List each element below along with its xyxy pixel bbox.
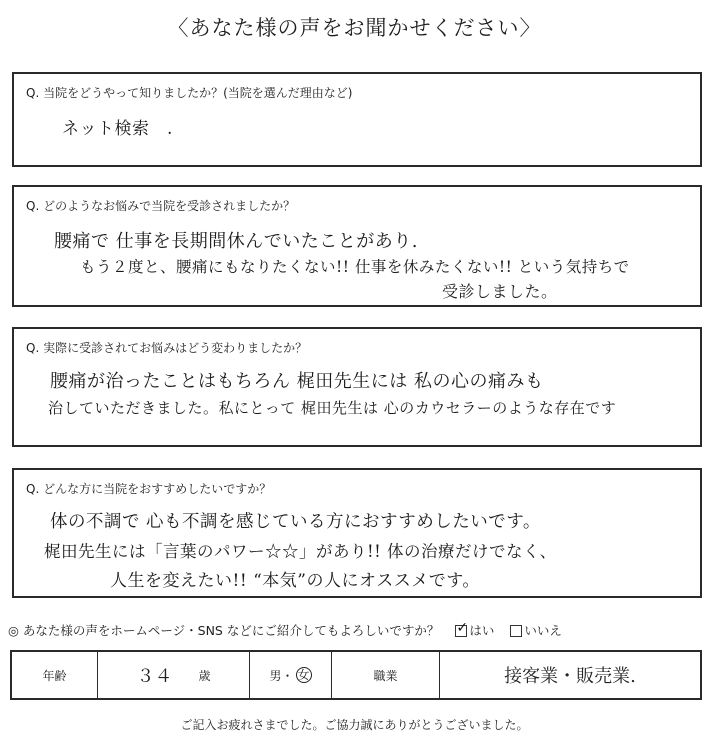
gender-female-circled: 女 (297, 668, 310, 682)
gender-male: 男 (269, 668, 282, 683)
question-box-3 (12, 327, 702, 447)
answer-line: 腰痛で 仕事を長期間休んでいたことがあり. (54, 231, 418, 252)
question-box-1 (12, 72, 702, 167)
consent-no-option[interactable] (510, 623, 562, 638)
consent-row (8, 621, 562, 639)
answer-line: 受診しました。 (442, 282, 558, 301)
job-label-cell (332, 652, 440, 698)
answer-line: 人生を変えたい!! “本気”の人にオススメです。 (110, 571, 480, 591)
consent-yes-option[interactable] (455, 623, 498, 638)
age-value-cell (98, 652, 250, 698)
profile-table (10, 650, 702, 700)
no-checkbox[interactable] (510, 625, 522, 637)
question-box-2 (12, 185, 702, 307)
age-unit: 歳 (198, 668, 211, 683)
question-box-4 (12, 468, 702, 598)
question-text: Q. 実際に受診されてお悩みはどう変わりましたか？ (26, 341, 308, 355)
gender-cell (250, 652, 332, 698)
yes-label: はい (469, 623, 495, 638)
age-value: ３４ (136, 666, 173, 687)
job-label: 職業 (373, 668, 398, 683)
job-value-cell (440, 652, 700, 698)
answer-line: 腰痛が治ったことはもちろん 梶田先生には 私の心の痛みも (50, 371, 544, 392)
answer-line: もう２度と、腰痛にもなりたくない!! 仕事を休みたくない!! という気持ちで (80, 258, 630, 276)
answer-line: 治していただきました。私にとって 梶田先生は 心のカウセラーのような存在です (48, 399, 617, 417)
answer-line: 体の不調で 心も不調を感じている方におすすめしたいです。 (50, 512, 541, 532)
answer-line: ネット検索 . (62, 119, 173, 139)
no-label: いいえ (524, 623, 562, 638)
question-text: Q. どのようなお悩みで当院を受診されましたか？ (26, 199, 296, 213)
question-text: Q. どんな方に当院をおすすめしたいですか？ (26, 482, 272, 496)
yes-checkbox[interactable] (455, 625, 467, 637)
age-label: 年齢 (42, 668, 67, 683)
consent-question: ◎ あなた様の声をホームページ・SNS などにご紹介してもよろしいですか？ (8, 623, 440, 638)
page-title: 〈あなた様の声をお聞かせください〉 (167, 16, 542, 40)
question-text: Q. 当院をどうやって知りましたか？(当院を選んだ理由など) (26, 86, 353, 100)
footer-thanks: ご記入お疲れさまでした。ご協力誠にありがとうございました。 (180, 718, 529, 732)
gender-separator: ・ (281, 668, 294, 683)
job-value: 接客業・販売業. (504, 666, 636, 687)
answer-line: 梶田先生には「言葉のパワー☆☆」があり!! 体の治療だけでなく、 (44, 542, 557, 561)
age-label-cell (12, 652, 98, 698)
